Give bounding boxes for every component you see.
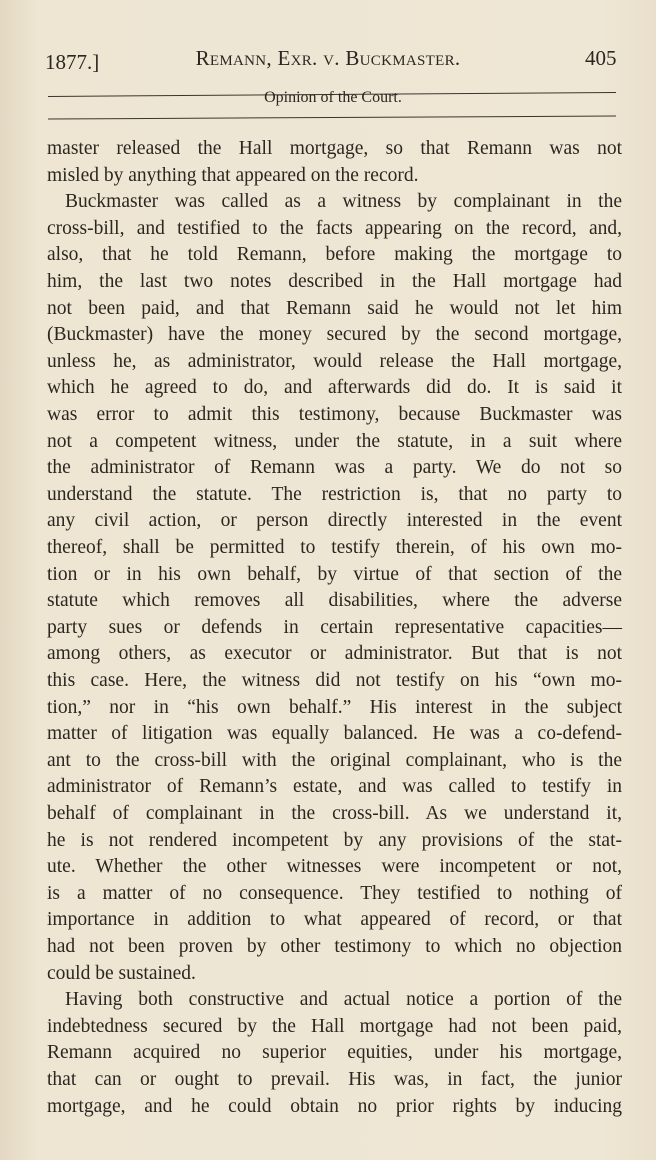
text-line: party sues or defends in certain representative capacities— xyxy=(47,616,622,638)
text-line: misled by anything that appeared on the record. xyxy=(47,164,419,186)
text-line: tion or in his own behalf, by virtue of that section of the xyxy=(47,563,622,585)
running-head-year: 1877.] xyxy=(45,50,100,74)
text-line: importance in addition to what appeared of record, or that xyxy=(47,909,622,931)
text-line: any civil action, or person directly interested in the event xyxy=(47,510,622,532)
text-line: also, that he told Remann, before making the mortgage to xyxy=(47,244,622,266)
text-line: indebtedness secured by the Hall mortgage had not been paid, xyxy=(47,1015,622,1037)
text-line: this case. Here, the witness did not testify on his “own mo- xyxy=(47,670,622,691)
text-line: mortgage, and he could obtain no prior rights by inducing xyxy=(47,1095,622,1117)
text-line: ant to the cross-bill with the original complainant, who is the xyxy=(47,749,622,771)
text-line: had not been proven by other testimony to which no objection xyxy=(47,936,622,957)
text-line: thereof, shall be permitted to testify therein, of his own mo- xyxy=(47,537,622,558)
text-line: unless he, as administrator, would release the Hall mortgage, xyxy=(47,350,622,372)
text-line: is a matter of no consequence. They testified to nothing of xyxy=(47,882,622,904)
text-line: not a competent witness, under the statute, in a suit where xyxy=(47,430,622,452)
text-line: he is not rendered incompetent by any provisions of the stat- xyxy=(47,829,622,851)
text-line: (Buckmaster) have the money secured by the second mortgage, xyxy=(47,324,622,346)
text-line: tion,” nor in “his own behalf.” His interest in the subject xyxy=(47,696,622,718)
text-line: behalf of complainant in the cross-bill. As we understand it, xyxy=(47,803,622,824)
text-line: administrator of Remann’s estate, and was called to testify in xyxy=(47,776,622,798)
page-number: 405 xyxy=(585,46,617,70)
header-rule-bottom xyxy=(48,116,616,120)
text-line: master released the Hall mortgage, so that Remann was not xyxy=(47,138,622,159)
text-line: him, the last two notes described in the Hall mortgage had xyxy=(47,271,622,292)
text-line: not been paid, and that Remann said he would not let him xyxy=(47,297,622,319)
text-line: that can or ought to prevail. His was, in fact, the junior xyxy=(47,1069,622,1090)
text-line: Buckmaster was called as a witness by complainant in the xyxy=(65,191,622,213)
text-line: was error to admit this testimony, because Buckmaster was xyxy=(47,404,622,425)
text-line: Remann acquired no superior equities, under his mortgage, xyxy=(47,1042,622,1064)
text-line: statute which removes all disabilities, where the adverse xyxy=(47,590,622,612)
text-line: which he agreed to do, and afterwards did do. It is said it xyxy=(47,377,622,399)
text-line: ute. Whether the other witnesses were incompetent or not, xyxy=(47,856,622,878)
section-subheading: Opinion of the Court. xyxy=(264,89,402,106)
text-line: Having both constructive and actual notice a portion of the xyxy=(65,989,622,1011)
text-line: cross-bill, and testified to the facts appearing on the record, and, xyxy=(47,217,622,239)
running-head-title: Remann, Exr. v. Buckmaster. xyxy=(195,46,461,70)
text-line: the administrator of Remann was a party. We do not so xyxy=(47,457,622,479)
text-line: understand the statute. The restriction is, that no party to xyxy=(47,483,622,505)
text-line: could be sustained. xyxy=(47,962,196,984)
text-line: among others, as executor or administrator. But that is not xyxy=(47,643,622,665)
text-line: matter of litigation was equally balanced. He was a co-defend- xyxy=(47,723,622,745)
